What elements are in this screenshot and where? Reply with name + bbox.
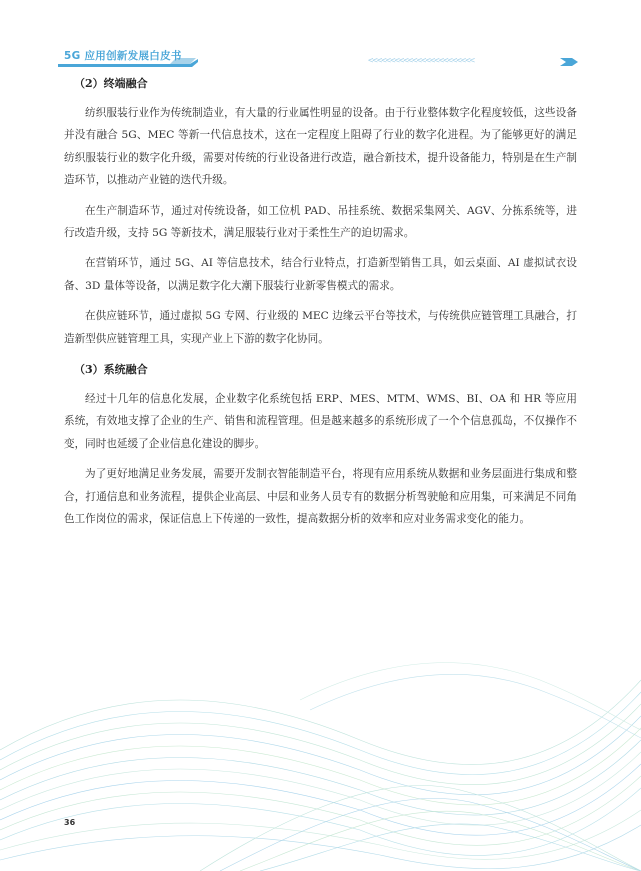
- paragraph: 为了更好地满足业务发展，需要开发制衣智能制造平台，将现有应用系统从数据和业务层面进行集成和整合，打通信息和业务流程，提供企业高层、中层和业务人员专有的数据分析驾驶舱和应用集，可来满足不同角色工作岗位的需求，保证信息上下传递的一致性，提高数据分析的效率和应对业务需求变化的能力。: [64, 468, 577, 526]
- section-heading: （3）系统融合: [74, 363, 148, 377]
- wave-lines-decoration: [0, 620, 641, 871]
- main-content: [64, 76, 577, 539]
- section-terminal-fusion: [64, 76, 577, 350]
- paragraph: 经过十几年的信息化发展，企业数字化系统包括 ERP、MES、MTM、WMS、BI、OA 和 HR 等应用系统，有效地支撑了企业的生产、销售和流程管理。但是越来越多的系统形成了一个个信息孤岛，不仅操作不变，同时也延缓了企业信息化建设的脚步。: [64, 393, 577, 450]
- page-number: 36: [64, 818, 76, 827]
- section-system-fusion: [64, 362, 577, 530]
- document-title: 5G 应用创新发展白皮书: [64, 50, 182, 62]
- paragraph: 在营销环节，通过 5G、AI 等信息技术，结合行业特点，打造新型销售工具，如云桌面、AI 虚拟试衣设备、3D 量体等设备，以满足数字化大潮下服装行业新零售模式的需求。: [64, 257, 577, 292]
- paragraph: 纺织服装行业作为传统制造业，有大量的行业属性明显的设备。由于行业整体数字化程度较低，这些设备并没有融合 5G、MEC 等新一代信息技术，这在一定程度上阻碍了行业的数字化进程。为了能够更好的满足纺织服装行业的数字化升级，需要对传统的行业设备进行改造，融合新技术，提升设备能力，特别是在生产制造环节，以推动产业链的迭代升级。: [64, 107, 577, 187]
- paragraph: 在供应链环节，通过虚拟 5G 专网、行业级的 MEC 边缘云平台等技术，与传统供应链管理工具融合，打造新型供应链管理工具，实现产业上下游的数字化协同。: [64, 310, 577, 345]
- header-arrow-icon: [560, 56, 582, 68]
- paragraph: 在生产制造环节，通过对传统设备，如工位机 PAD、吊挂系统、数据采集网关、AGV、分拣系统等，进行改造升级，支持 5G 等新技术，满足服装行业对于柔性生产的迫切需求。: [64, 204, 577, 240]
- page-header: [0, 0, 641, 72]
- section-heading: （2）终端融合: [74, 77, 148, 90]
- header-chevron-decoration: <<<<<<<<<<<<<<<<<<<<<<<<: [368, 56, 475, 66]
